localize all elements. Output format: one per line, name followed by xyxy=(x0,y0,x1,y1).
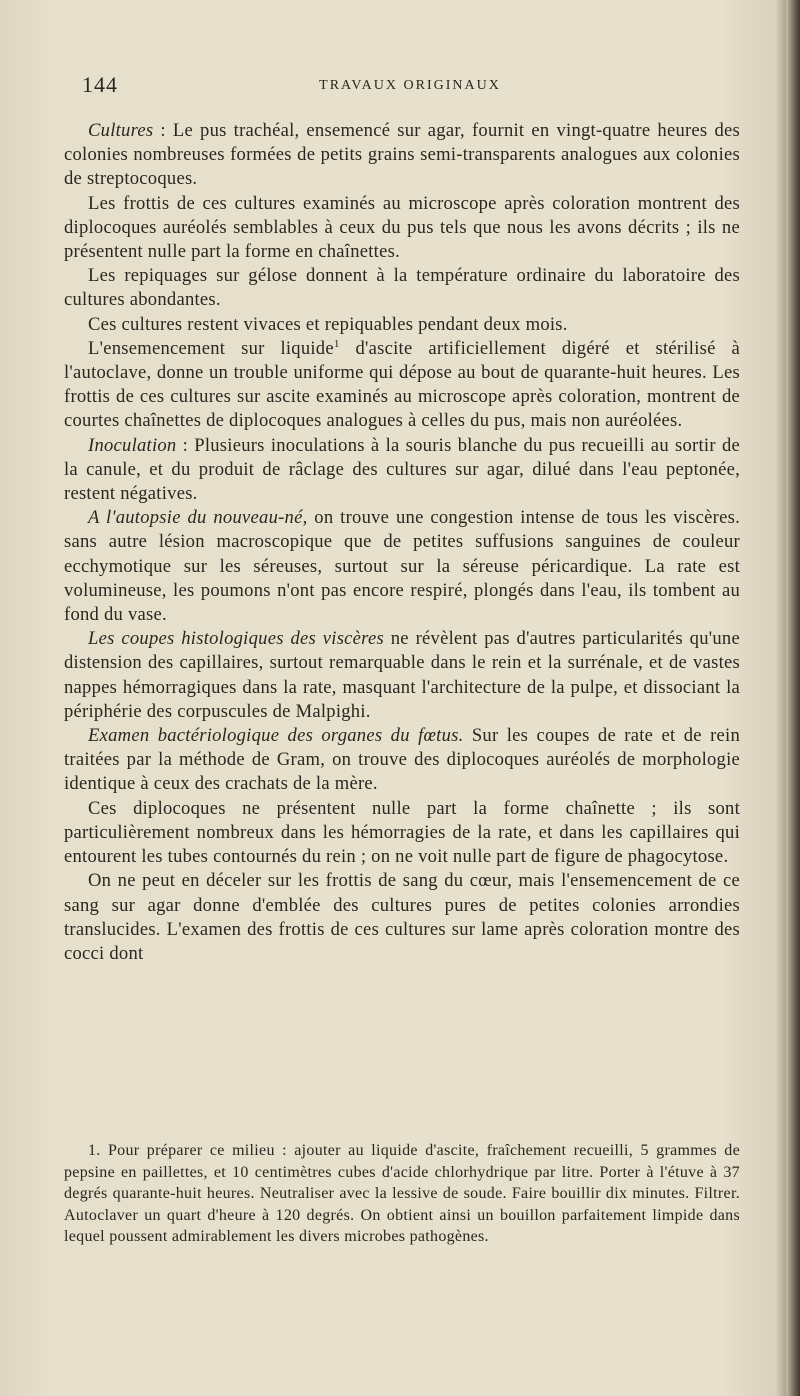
paragraph-vivaces: Ces cultures restent vivaces et repiquables pendant deux mois. xyxy=(88,313,568,335)
page-binding-edge xyxy=(786,0,800,1396)
running-title: TRAVAUX ORIGINAUX xyxy=(319,78,501,93)
footnote-text: 1. Pour préparer ce milieu : ajouter au liquide d'ascite, fraîchement recueilli, 5 grammes de pepsine en paillettes, et 10 centimètres cubes d'acide chlorhydrique par litre. Porter à l'étuve à 37 degrés quarante-huit heures. Neutraliser avec la lessive de soude. Faire bouillir dix minutes. Filtrer. Autoclaver un quart d'heure à 120 degrés. On obtient ainsi un bouillon parfaitement limpide dans lequel poussent admirablement les divers microbes pathogènes. xyxy=(64,1142,740,1246)
page-header xyxy=(82,70,738,104)
paragraph-coupes xyxy=(64,627,740,724)
paragraph-autopsie xyxy=(64,506,740,627)
paragraph-text: Sur les coupes de rate et de rein traitées par la méthode de Gram, on trouve des diplocoques auréolés de morphologie identique à ceux des crachats de la mère. xyxy=(64,725,741,795)
footnote-reference: 1 xyxy=(333,337,340,350)
paragraph-cultures xyxy=(64,119,740,192)
page-number: 144 xyxy=(82,72,118,97)
paragraph-text: on trouve une congestion intense de tous les viscères. sans autre lésion macroscopique que de petites suffusions sanguines de couleur ecchymotique sur les séreuses, surtout sur la séreuse péricardique. La rate est volumineuse, les poumons n'ont pas encore respiré, plongés dans l'eau, ils tombent au fond du vase. xyxy=(64,507,740,626)
paragraph-text: d'ascite artificiellement digéré et stérilisé à l'autoclave, donne un trouble uniforme qui dépose au bout de quarante-huit heures. Les frottis de ces cultures sur ascite examinés au microscope après coloration, montrent de courtes chaînettes de diplocoques analogues à celles du pus, mais non auréolées. xyxy=(64,337,740,432)
main-text xyxy=(64,119,740,966)
paragraph-lead: Inoculation xyxy=(88,434,177,456)
paragraph-text: ne révèlent pas d'autres particularités qu'une distension des capillaires, surtout remarquable dans le rein et la surrénale, et de vastes nappes hémorragiques dans la rate, masquant l'architecture de la pulpe, et dissociant la périphérie des corpuscules de Malpighi. xyxy=(64,628,740,722)
paragraph-diplocoques: Ces diplocoques ne présentent nulle part la forme chaînette ; ils sont particulièrement nombreux dans les hémorragies de la rate, et dans les capillaires qui entourent les tubes contournés du rein ; on ne voit nulle part de figure de phagocytose. xyxy=(64,797,740,868)
paragraph-lead: Examen bactériologique des organes du fœtus. xyxy=(88,725,464,747)
paragraph-inoculation xyxy=(64,434,740,507)
paragraph-lead: A l'autopsie du nouveau-né, xyxy=(88,507,308,529)
paragraph-frottis: Les frottis de ces cultures examinés au microscope après coloration montrent des diplocoques auréolés semblables à ceux du pus tels que nous les avons décrits ; ils ne présentent nulle part la forme en chaînettes. xyxy=(64,192,740,263)
paragraph-text: L'ensemencement sur liquide xyxy=(88,337,334,359)
paragraph-ensemencement xyxy=(64,337,740,434)
paragraph-examen xyxy=(64,724,740,797)
paragraph-text: : Plusieurs inoculations à la souris blanche du pus recueilli au sortir de la canule, et du produit de râclage des cultures sur agar, dilué dans l'eau peptonée, restent négatives. xyxy=(64,434,740,505)
paragraph-lead: Les coupes histologiques des viscères xyxy=(88,628,384,650)
paragraph-lead: Cultures xyxy=(88,120,154,141)
paragraph-repiquages: Les repiquages sur gélose donnent à la température ordinaire du laboratoire des cultures abondantes. xyxy=(64,265,740,311)
paragraph-text: : Le pus trachéal, ensemencé sur agar, fournit en vingt-quatre heures des colonies nombreuses formées de petits grains semi-transparents analogues aux colonies de streptocoques. xyxy=(64,120,740,190)
footnote xyxy=(64,1140,740,1248)
paragraph-sang: On ne peut en déceler sur les frottis de sang du cœur, mais l'ensemencement de ce sang sur agar donne d'emblée des cultures pures de petites colonies arrondies translucides. L'examen des frottis de ces cultures sur lame après coloration montre des cocci dont xyxy=(64,870,740,964)
